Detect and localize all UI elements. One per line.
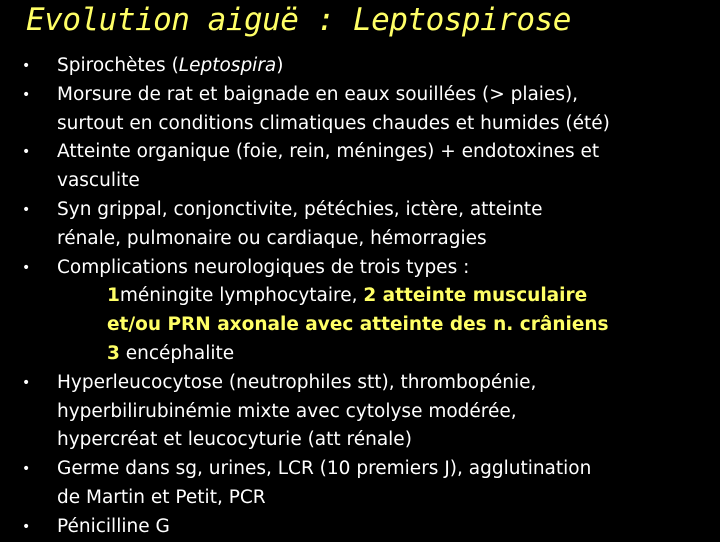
list-item: [0, 81, 720, 139]
list-item: [0, 254, 720, 369]
item-text: Spirochètes (Leptospira): [57, 55, 284, 76]
sub-item-1: 1méningite lymphocytaire, 2 atteinte musculaire: [107, 285, 588, 307]
item-text: Syn grippal, conjonctivite, pétéchies, ictère, atteinte: [57, 198, 543, 220]
bullet-icon: •: [22, 144, 31, 161]
item-text: hypercréat et leucocyturie (att rénale): [57, 429, 412, 451]
item-text: rénale, pulmonaire ou cardiaque, hémorragies: [57, 227, 487, 249]
genus-name: Leptospira: [178, 55, 277, 76]
item-text: de Martin et Petit, PCR: [57, 486, 266, 508]
item-text: vasculite: [57, 170, 140, 192]
list-item: [0, 513, 720, 542]
item-text: hyperbilirubinémie mixte avec cytolyse modérée,: [57, 400, 517, 422]
bullet-icon: •: [22, 86, 31, 103]
number-marker: 2: [363, 285, 377, 307]
item-text: Pénicilline G: [57, 515, 170, 537]
list-item: [0, 52, 720, 81]
sub-item-2-continued: et/ou PRN axonale avec atteinte des n. crâniens: [107, 314, 609, 336]
number-marker: 1: [107, 285, 120, 307]
number-marker: 3: [107, 342, 120, 364]
item-text: Hyperleucocytose (neutrophiles stt), thrombopénie,: [57, 371, 537, 393]
item-text: Germe dans sg, urines, LCR (10 premiers J), agglutination: [57, 458, 592, 480]
bullet-icon: •: [22, 518, 31, 535]
list-item: [0, 455, 720, 513]
item-text: surtout en conditions climatiques chaudes et humides (été): [57, 112, 610, 134]
sub-item-3: 3 encéphalite: [107, 342, 235, 364]
slide-title: Evolution aiguë : Leptospirose: [26, 2, 571, 38]
bullet-icon: •: [22, 259, 31, 276]
item-text: Atteinte organique (foie, rein, méninges) + endotoxines et: [57, 141, 600, 163]
list-item: [0, 138, 720, 196]
bullet-icon: •: [22, 201, 31, 218]
bullet-list: [0, 52, 720, 542]
bullet-icon: •: [22, 374, 31, 391]
bullet-icon: •: [22, 461, 31, 478]
list-item: [0, 369, 720, 455]
bullet-icon: •: [22, 58, 31, 74]
item-text: Morsure de rat et baignade en eaux souillées (> plaies),: [57, 83, 579, 105]
item-text: Complications neurologiques de trois types :: [57, 256, 470, 278]
list-item: [0, 196, 720, 254]
